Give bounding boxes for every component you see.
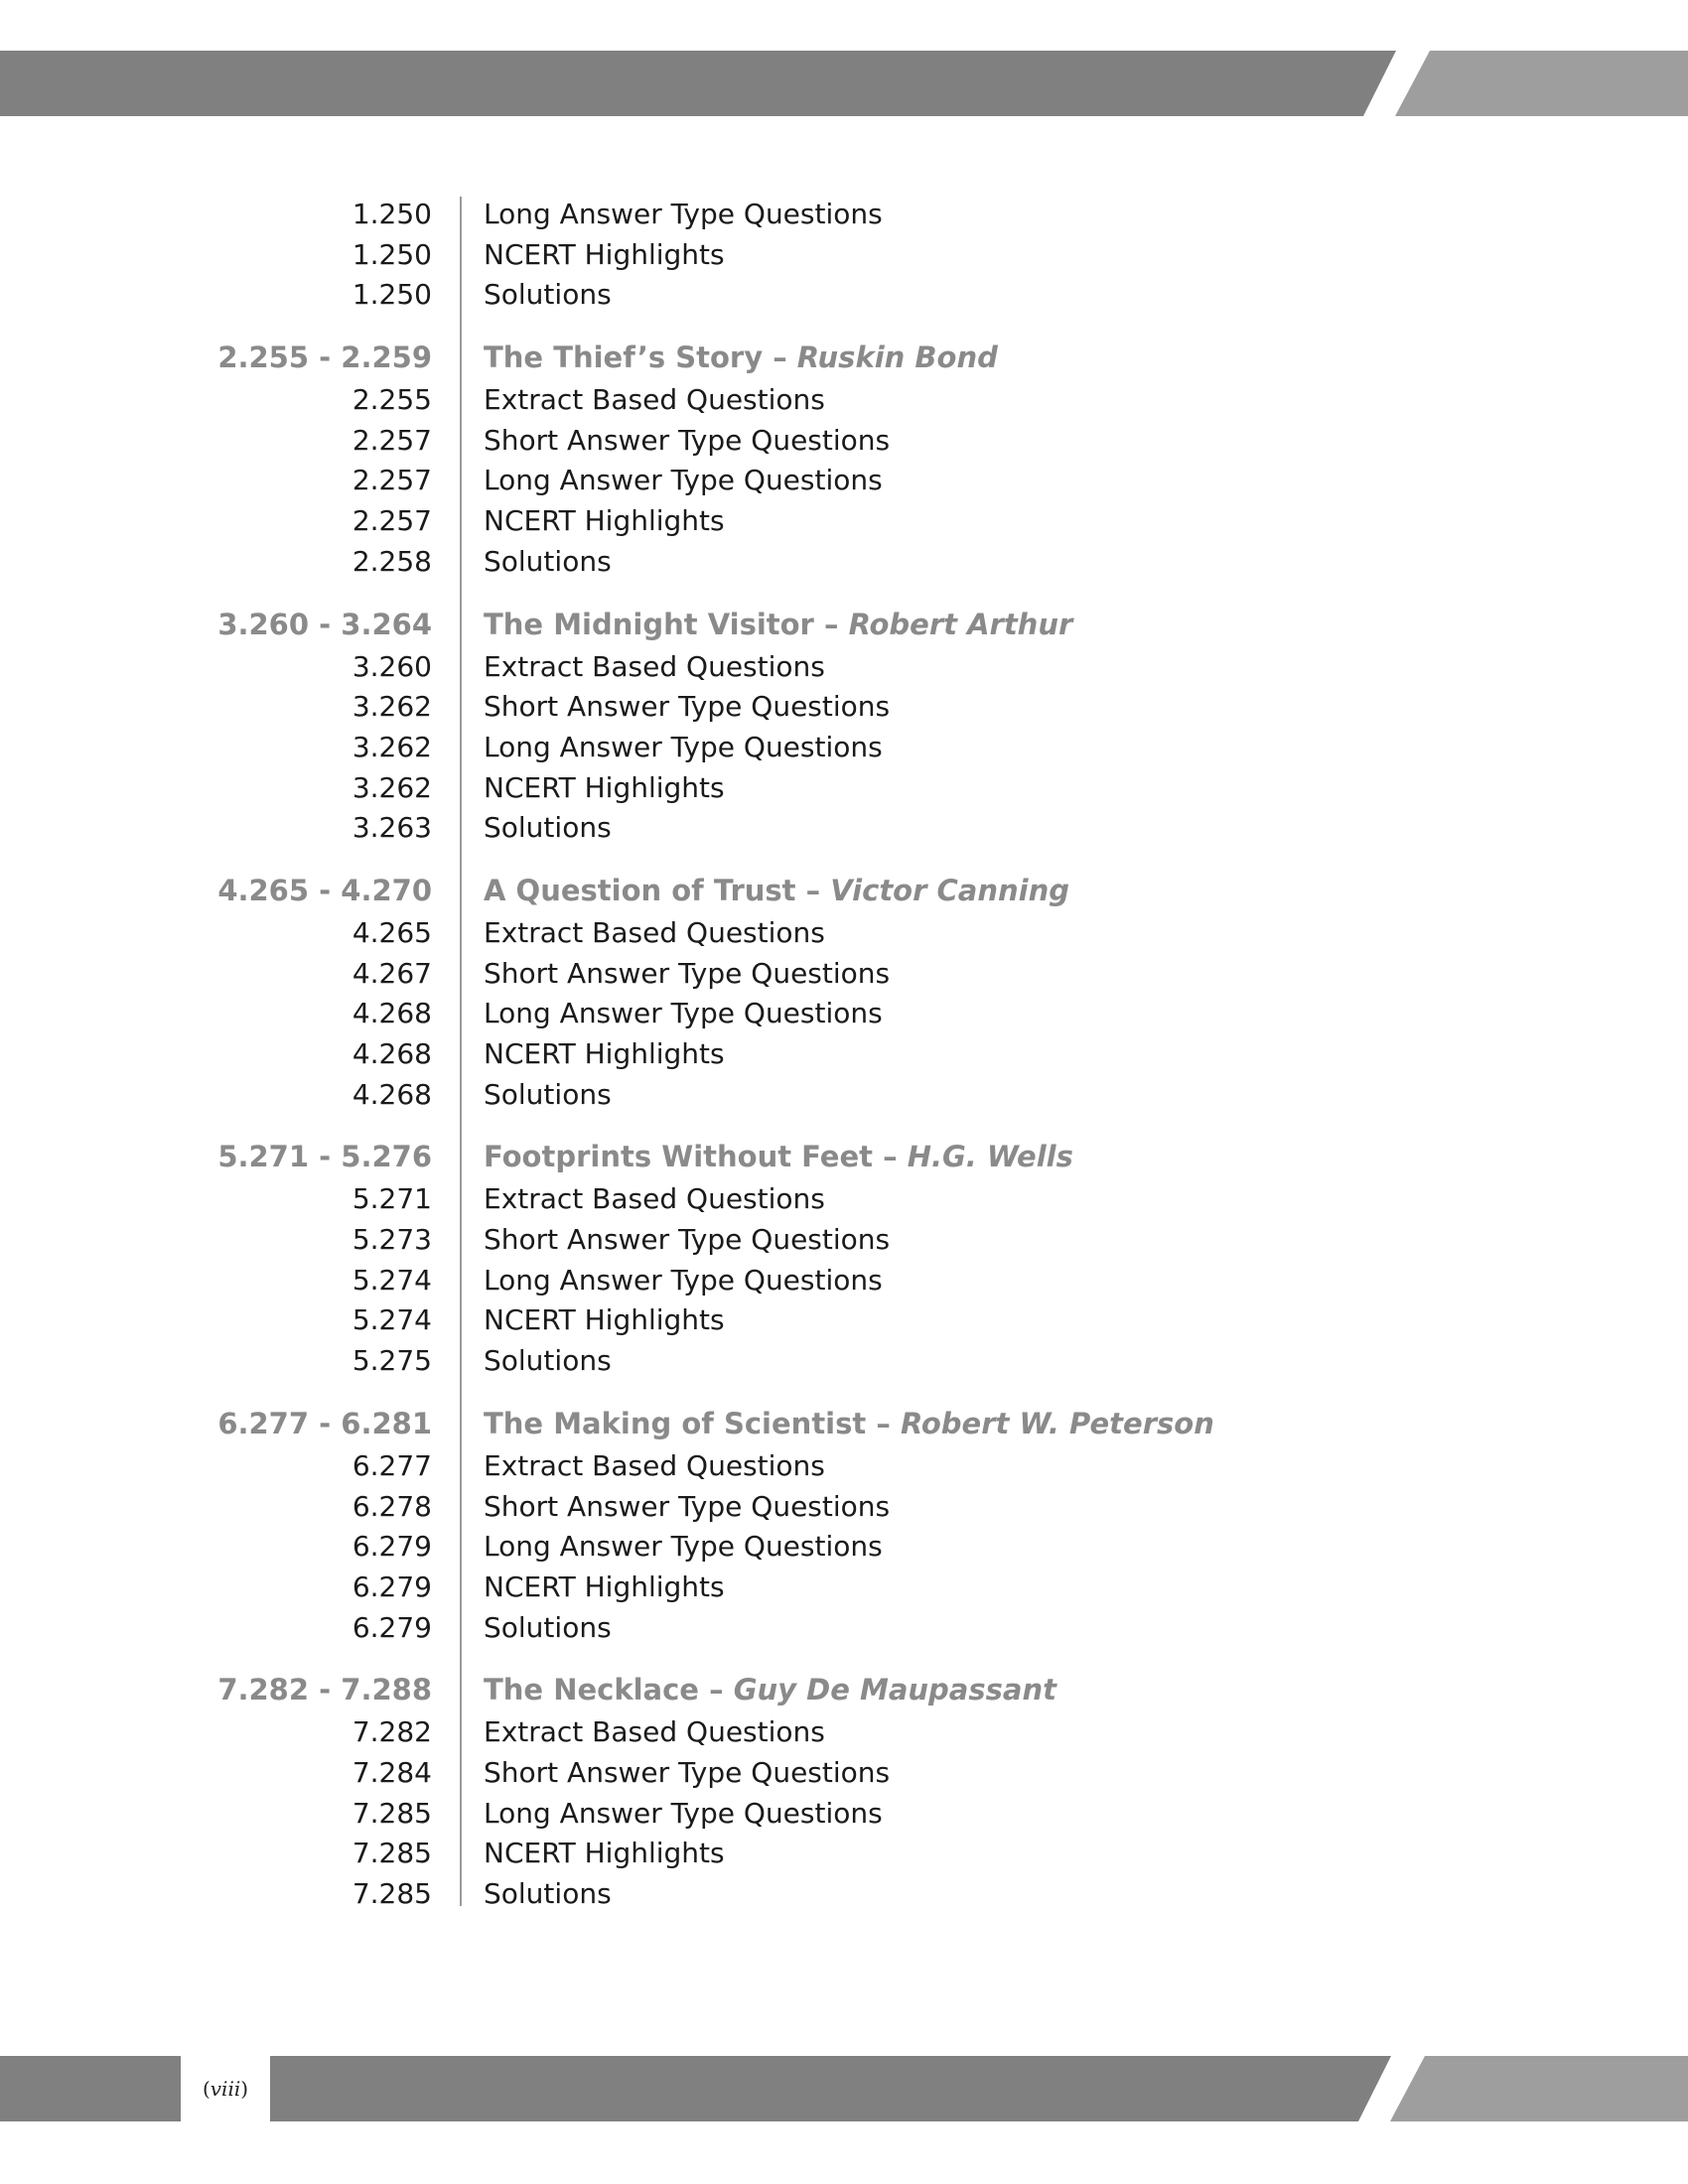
entry-title (484, 808, 612, 848)
toc-section-heading[interactable] (0, 1668, 1688, 1712)
entry-page-number: 6.279 (352, 1530, 432, 1564)
toc-section-heading[interactable] (0, 603, 1688, 647)
entry-title (484, 1487, 890, 1527)
section-title: Footprints Without Feet – H.G. Wells (484, 1140, 1073, 1174)
title-text: Extract Based Questions (484, 915, 825, 949)
entry-title (484, 1794, 883, 1834)
toc-entry[interactable] (0, 1487, 1688, 1528)
toc-entry[interactable] (0, 913, 1688, 954)
entry-title (484, 954, 890, 994)
section-author: H.G. Wells (907, 1140, 1073, 1174)
title-text: Long Answer Type Questions (484, 1530, 883, 1564)
entry-title (484, 1075, 612, 1115)
toc-entry[interactable] (0, 768, 1688, 809)
section-title: A Question of Trust – Victor Canning (484, 873, 1069, 907)
toc-entry[interactable] (0, 542, 1688, 583)
entry-title (484, 1261, 883, 1300)
toc-section-heading[interactable] (0, 336, 1688, 380)
entry-page-number: 6.279 (352, 1610, 432, 1644)
entry-title (484, 1220, 890, 1260)
entry-title (484, 728, 883, 767)
toc-entry[interactable] (0, 687, 1688, 728)
section-author: Victor Canning (830, 873, 1069, 907)
section-page-range: 4.265 - 4.270 (217, 873, 432, 907)
entry-page-number: 6.277 (352, 1448, 432, 1482)
toc-entry[interactable] (0, 1075, 1688, 1116)
title-text: NCERT Highlights (484, 1570, 725, 1603)
title-text: Solutions (484, 278, 612, 312)
title-text: Solutions (484, 544, 612, 578)
title-text: Long Answer Type Questions (484, 464, 883, 497)
entry-title (484, 195, 883, 234)
toc-section-heading[interactable] (0, 869, 1688, 913)
title-text: Long Answer Type Questions (484, 997, 883, 1030)
entry-page-number: 2.255 (352, 383, 432, 417)
entry-title (484, 380, 825, 420)
entry-page-number: 5.273 (352, 1223, 432, 1257)
toc-entry[interactable] (0, 954, 1688, 995)
footer-band-accent (1390, 2056, 1688, 2121)
title-text: NCERT Highlights (484, 770, 725, 804)
title-text: Extract Based Questions (484, 383, 825, 417)
title-text: Short Answer Type Questions (484, 1223, 891, 1257)
entry-title (484, 1753, 890, 1793)
title-text: Extract Based Questions (484, 1448, 825, 1482)
entry-page-number: 3.260 (352, 649, 432, 683)
entry-page-number: 5.275 (352, 1344, 432, 1378)
header-band-main (0, 51, 1396, 116)
entry-title (484, 1834, 725, 1873)
entry-title (484, 994, 883, 1033)
section-page-range: 2.255 - 2.259 (217, 341, 432, 375)
entry-page-number: 4.265 (352, 915, 432, 949)
entry-title (484, 1874, 612, 1914)
title-text: Solutions (484, 811, 612, 845)
toc-entry[interactable] (0, 647, 1688, 688)
section-title: The Making of Scientist – Robert W. Peterson (484, 1406, 1214, 1440)
entry-page-number: 7.282 (352, 1715, 432, 1749)
entry-page-number: 5.271 (352, 1182, 432, 1216)
section-page-range: 6.277 - 6.281 (217, 1406, 432, 1440)
toc-entry[interactable] (0, 1446, 1688, 1487)
toc-entry[interactable] (0, 1261, 1688, 1301)
title-text: NCERT Highlights (484, 1303, 725, 1337)
header-band-accent (1395, 51, 1688, 116)
entry-title (484, 1179, 825, 1219)
entry-page-number: 5.274 (352, 1263, 432, 1297)
toc-entry[interactable] (0, 275, 1688, 316)
entry-title (484, 1527, 883, 1567)
page-number: ( viii ) (181, 2056, 270, 2121)
entry-page-number: 7.285 (352, 1837, 432, 1870)
toc-entry[interactable] (0, 1874, 1688, 1915)
title-text: Solutions (484, 1077, 612, 1111)
toc-entry[interactable] (0, 1794, 1688, 1835)
entry-page-number: 6.279 (352, 1570, 432, 1603)
entry-page-number: 6.278 (352, 1489, 432, 1523)
title-text: Solutions (484, 1610, 612, 1644)
entry-title (484, 913, 825, 953)
section-page-range: 7.282 - 7.288 (217, 1673, 432, 1707)
toc-entry[interactable] (0, 1220, 1688, 1261)
title-text: Short Answer Type Questions (484, 956, 891, 990)
entry-page-number: 2.258 (352, 544, 432, 578)
toc-entry[interactable] (0, 461, 1688, 501)
title-text: Extract Based Questions (484, 1182, 825, 1216)
title-text: Solutions (484, 1344, 612, 1378)
entry-page-number: 7.284 (352, 1755, 432, 1789)
toc-entry[interactable] (0, 1300, 1688, 1341)
toc-entry[interactable] (0, 728, 1688, 768)
entry-title (484, 1300, 725, 1340)
entry-page-number: 1.250 (352, 237, 432, 271)
title-text: The Midnight Visitor (484, 607, 814, 641)
section-title: The Thief’s Story – Ruskin Bond (484, 341, 998, 375)
table-of-contents (0, 195, 1688, 1915)
toc-entry[interactable] (0, 501, 1688, 542)
entry-page-number: 1.250 (352, 198, 432, 230)
section-author: Robert Arthur (848, 607, 1073, 641)
title-text: Footprints Without Feet (484, 1140, 874, 1174)
entry-title (484, 647, 825, 687)
entry-page-number: 1.250 (352, 278, 432, 312)
entry-title (484, 1034, 725, 1074)
toc-entry[interactable] (0, 1834, 1688, 1874)
entry-page-number: 2.257 (352, 504, 432, 538)
toc-entry[interactable] (0, 1179, 1688, 1220)
toc-entry[interactable] (0, 195, 1688, 235)
entry-page-number: 4.268 (352, 997, 432, 1030)
section-page-range: 3.260 - 3.264 (217, 607, 432, 641)
title-text: A Question of Trust (484, 873, 796, 907)
section-page-range: 5.271 - 5.276 (217, 1140, 432, 1174)
toc-section-heading[interactable] (0, 1402, 1688, 1446)
title-text: Extract Based Questions (484, 649, 825, 683)
title-text: NCERT Highlights (484, 237, 725, 271)
toc-entry[interactable] (0, 1608, 1688, 1649)
entry-page-number: 3.262 (352, 730, 432, 763)
toc-section-heading[interactable] (0, 1135, 1688, 1179)
section-author: Robert W. Peterson (900, 1406, 1214, 1440)
entry-title (484, 501, 725, 541)
entry-page-number: 4.268 (352, 1077, 432, 1111)
toc-entry[interactable] (0, 421, 1688, 462)
entry-page-number: 2.257 (352, 423, 432, 457)
entry-title (484, 542, 612, 582)
title-text: Long Answer Type Questions (484, 730, 883, 763)
entry-title (484, 275, 612, 315)
entry-title (484, 1712, 825, 1752)
title-text: Short Answer Type Questions (484, 690, 891, 724)
header-band (0, 51, 1688, 116)
title-text: Long Answer Type Questions (484, 1796, 883, 1830)
section-title: The Necklace – Guy De Maupassant (484, 1673, 1056, 1707)
toc-entry[interactable] (0, 1527, 1688, 1568)
toc-entry[interactable] (0, 1712, 1688, 1753)
title-text: Extract Based Questions (484, 1715, 825, 1749)
title-text: Short Answer Type Questions (484, 1489, 891, 1523)
section-author: Ruskin Bond (796, 341, 998, 375)
entry-page-number: 5.274 (352, 1303, 432, 1337)
entry-page-number: 4.267 (352, 956, 432, 990)
toc-entry[interactable] (0, 1034, 1688, 1075)
entry-page-number: 3.263 (352, 811, 432, 845)
title-text: Short Answer Type Questions (484, 1755, 891, 1789)
entry-page-number: 3.262 (352, 690, 432, 724)
entry-title (484, 1446, 825, 1486)
entry-title (484, 461, 883, 500)
title-text: NCERT Highlights (484, 1037, 725, 1070)
section-title: The Midnight Visitor – Robert Arthur (484, 607, 1073, 641)
title-text: Long Answer Type Questions (484, 198, 883, 230)
entry-title (484, 1568, 725, 1607)
entry-page-number: 3.262 (352, 770, 432, 804)
title-text: The Making of Scientist (484, 1406, 867, 1440)
toc-entry[interactable] (0, 808, 1688, 849)
toc-entry[interactable] (0, 1341, 1688, 1382)
section-author: Guy De Maupassant (733, 1673, 1056, 1707)
title-text: Short Answer Type Questions (484, 423, 891, 457)
entry-title (484, 235, 725, 275)
page-number-value: viii (210, 2077, 241, 2101)
title-text: The Necklace (484, 1673, 699, 1707)
entry-title (484, 421, 890, 461)
toc-entry[interactable] (0, 994, 1688, 1034)
title-text: NCERT Highlights (484, 504, 725, 538)
entry-title (484, 1341, 612, 1381)
title-text: Solutions (484, 1877, 612, 1910)
toc-entry[interactable] (0, 235, 1688, 276)
title-text: NCERT Highlights (484, 1837, 725, 1870)
entry-page-number: 7.285 (352, 1877, 432, 1910)
entry-title (484, 768, 725, 808)
toc-entry[interactable] (0, 1753, 1688, 1794)
entry-page-number: 2.257 (352, 464, 432, 497)
entry-page-number: 7.285 (352, 1796, 432, 1830)
title-text: Long Answer Type Questions (484, 1263, 883, 1297)
toc-entry[interactable] (0, 1568, 1688, 1608)
title-text: The Thief’s Story (484, 341, 764, 375)
toc-entry[interactable] (0, 380, 1688, 421)
entry-page-number: 4.268 (352, 1037, 432, 1070)
entry-title (484, 1608, 612, 1648)
entry-title (484, 687, 890, 727)
